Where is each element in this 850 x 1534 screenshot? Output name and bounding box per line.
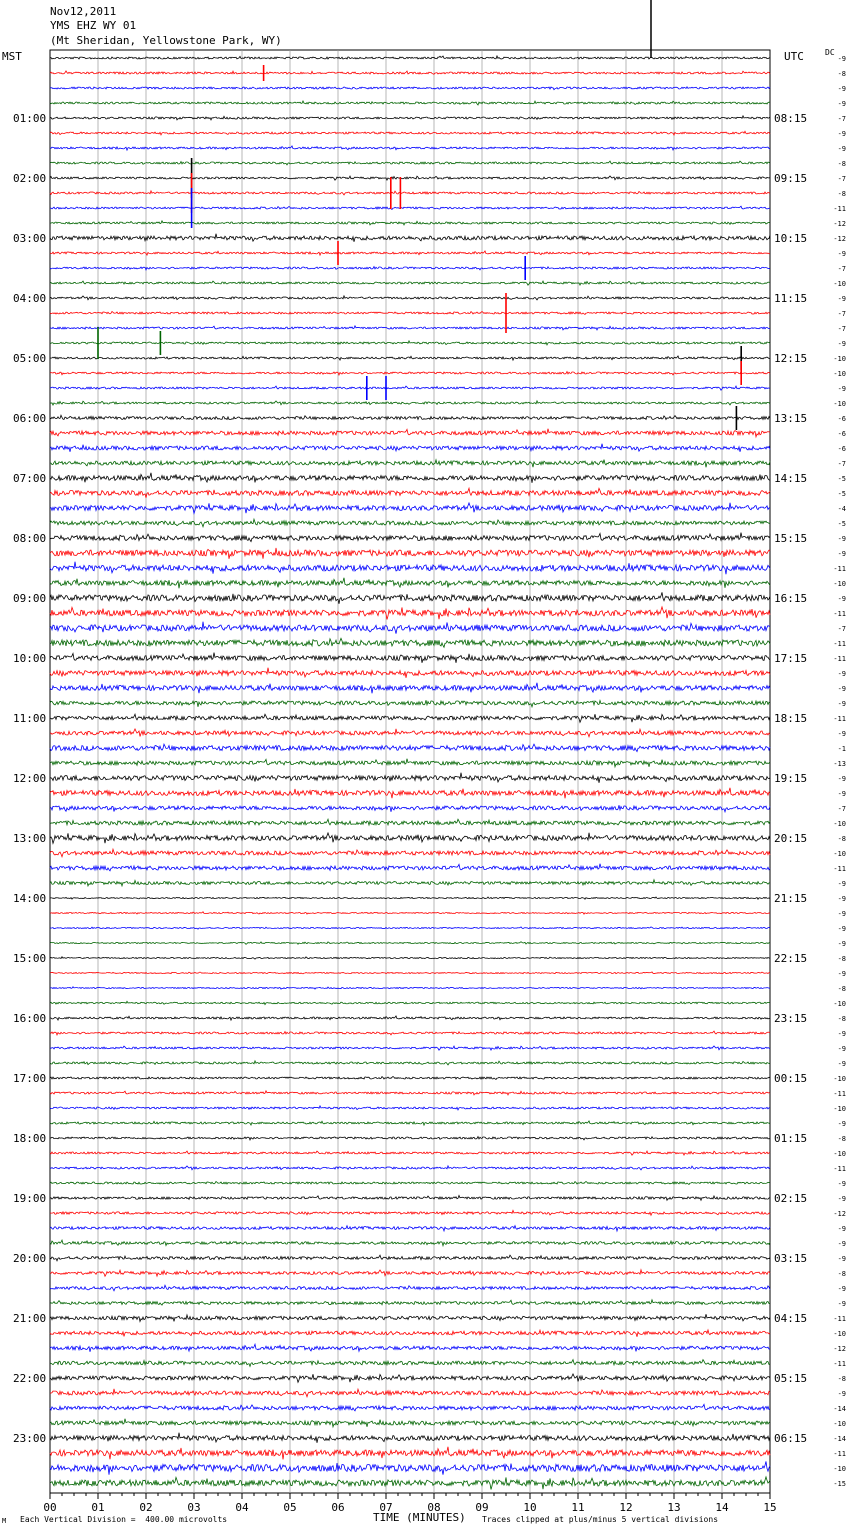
left-time-label: 16:00 [13,1012,47,1025]
trace-line [50,819,770,825]
dc-offset-label: -11 [833,1090,846,1098]
trace-line [50,1419,770,1427]
dc-offset-label: -5 [837,490,846,498]
dc-offset-label: -10 [833,850,846,858]
right-time-label: 11:15 [774,292,808,305]
dc-offset-label: -10 [833,1105,846,1113]
dc-offset-label: -9 [837,1225,846,1233]
x-tick-label: 07 [379,1501,393,1514]
dc-offset-label: -7 [837,805,846,813]
dc-offset-label: -9 [837,910,846,918]
dc-offset-label: -10 [833,1075,846,1083]
trace-line [50,191,770,195]
trace-line [50,607,770,620]
trace-line [50,1300,770,1305]
left-time-label: 20:00 [13,1252,47,1265]
dc-offset-label: -8 [837,160,846,168]
trace-line [50,927,770,929]
trace-line [50,562,770,575]
title-date: Nov12,2011 [50,5,117,18]
left-time-label: 21:00 [13,1312,47,1325]
dc-offset-label: -11 [833,865,846,873]
trace-line [50,101,770,105]
dc-offset-label: -9 [837,775,846,783]
left-axis-title: MST [2,50,22,63]
x-tick-label: 04 [235,1501,249,1514]
x-tick-label: 11 [571,1501,585,1514]
trace-line [50,1360,770,1367]
trace-line [50,714,770,722]
dc-offset-label: -9 [837,595,846,603]
dc-offset-label: -10 [833,1465,846,1473]
trace-line [50,1255,770,1261]
left-time-label: 22:00 [13,1372,47,1385]
trace-line [50,56,770,59]
trace-line [50,897,770,899]
title-location: (Mt Sheridan, Yellowstone Park, WY) [50,34,282,47]
x-tick-label: 06 [331,1501,345,1514]
right-time-label: 02:15 [774,1192,808,1205]
trace-line [50,1151,770,1155]
trace-line [50,296,770,300]
dc-offset-label: -11 [833,1165,846,1173]
left-time-label: 07:00 [13,472,47,485]
left-time-label: 08:00 [13,532,47,545]
dc-offset-label: -11 [833,715,846,723]
trace-line [50,744,770,751]
left-time-label: 11:00 [13,712,47,725]
dc-offset-label: -12 [833,220,846,228]
trace-line [50,1447,770,1460]
left-time-label: 04:00 [13,292,47,305]
left-time-label: 05:00 [13,352,47,365]
trace-line [50,1226,770,1231]
right-time-label: 13:15 [774,412,808,425]
trace-line [50,805,770,812]
x-axis-label: TIME (MINUTES) [373,1511,466,1524]
dc-offset-label: -14 [833,1405,846,1413]
x-tick-label: 15 [763,1501,777,1514]
trace-line [50,1404,770,1410]
right-time-label: 20:15 [774,832,808,845]
trace-line [50,176,770,180]
trace-line [50,1285,770,1291]
trace-line [50,653,770,663]
trace-line [50,1137,770,1140]
right-time-label: 01:15 [774,1132,808,1145]
dc-offset-label: -9 [837,970,846,978]
dc-offset-label: -9 [837,1240,846,1248]
trace-line [50,759,770,767]
trace-line [50,281,770,285]
trace-line [50,1121,770,1125]
dc-offset-label: -6 [837,415,846,423]
trace-line [50,503,770,514]
trace-line [50,356,770,360]
trace-line [50,578,770,589]
trace-line [50,341,770,345]
dc-offset-label: -9 [837,145,846,153]
dc-offset-label: -7 [837,625,846,633]
dc-offset-label: -9 [837,85,846,93]
trace-line [50,1016,770,1020]
dc-offset-label: -10 [833,1420,846,1428]
trace-line [50,668,770,678]
dc-offset-label: -9 [837,535,846,543]
trace-line [50,1240,770,1246]
dc-offset-label: -10 [833,1000,846,1008]
right-time-label: 09:15 [774,172,808,185]
trace-line [50,1477,770,1490]
dc-offset-label: -8 [837,70,846,78]
left-time-label: 01:00 [13,112,47,125]
trace-line [50,1374,770,1382]
dc-offset-label: -11 [833,565,846,573]
dc-offset-label: -11 [833,205,846,213]
trace-line [50,849,770,857]
dc-offset-label: -8 [837,1270,846,1278]
dc-offset-label: -9 [837,1180,846,1188]
right-time-label: 00:15 [774,1072,808,1085]
right-time-label: 03:15 [774,1252,808,1265]
dc-offset-label: -9 [837,1045,846,1053]
trace-line [50,146,770,150]
trace-line [50,1061,770,1065]
title-station: YMS EHZ WY 01 [50,19,137,32]
dc-offset-label: -9 [837,1390,846,1398]
dc-offset-label: -8 [837,985,846,993]
trace-line [50,1031,770,1035]
dc-offset-label: -11 [833,640,846,648]
right-time-label: 06:15 [774,1432,808,1445]
right-time-label: 16:15 [774,592,808,605]
plot-frame [50,50,770,1493]
right-time-label: 14:15 [774,472,808,485]
dc-offset-label: -12 [833,1345,846,1353]
right-time-label: 08:15 [774,112,808,125]
right-time-label: 22:15 [774,952,808,965]
dc-offset-label: -13 [833,760,846,768]
trace-line [50,429,770,437]
dc-offset-label: -9 [837,670,846,678]
dc-offset-label: -11 [833,1360,846,1368]
dc-offset-label: -10 [833,1150,846,1158]
trace-line [50,1461,770,1474]
right-time-label: 17:15 [774,652,808,665]
trace-line [50,1166,770,1170]
right-time-label: 21:15 [774,892,808,905]
trace-line [50,1314,770,1321]
dc-offset-label: -9 [837,295,846,303]
dc-offset-label: -9 [837,55,846,63]
x-tick-label: 08 [427,1501,441,1514]
dc-offset-label: -8 [837,835,846,843]
left-time-label: 18:00 [13,1132,47,1145]
trace-line [50,683,770,694]
trace-line [50,700,770,707]
dc-offset-label: -9 [837,1030,846,1038]
dc-offset-label: -9 [837,895,846,903]
trace-line [50,788,770,799]
corner-mark: M [2,1517,7,1525]
dc-offset-label: -6 [837,430,846,438]
dc-offset-label: -9 [837,1060,846,1068]
trace-line [50,957,770,959]
trace-line [50,460,770,468]
trace-line [50,1181,770,1184]
dc-offset-label: -9 [837,100,846,108]
trace-line [50,372,770,375]
trace-line [50,161,770,165]
dc-offset-label: -1 [837,745,846,753]
clip-note: Traces clipped at plus/minus 5 vertical divisions [482,1515,719,1524]
right-time-label: 18:15 [774,712,808,725]
x-tick-label: 00 [43,1501,57,1514]
dc-offset-label: -12 [833,1210,846,1218]
left-time-label: 06:00 [13,412,47,425]
trace-line [50,972,770,974]
dc-offset-label: -8 [837,1135,846,1143]
right-time-label: 23:15 [774,1012,808,1025]
dc-offset-label: -5 [837,475,846,483]
dc-offset-label: -9 [837,1195,846,1203]
trace-line [50,116,770,120]
trace-line [50,71,770,74]
dc-offset-label: -9 [837,880,846,888]
trace-line [50,519,770,527]
dc-offset-label: -9 [837,550,846,558]
left-time-label: 03:00 [13,232,47,245]
trace-line [50,386,770,390]
dc-offset-label: -8 [837,955,846,963]
dc-offset-label: -11 [833,1450,846,1458]
dc-offset-label: -9 [837,940,846,948]
trace-line [50,912,770,914]
trace-line [50,1210,770,1215]
dc-offset-label: -9 [837,925,846,933]
dc-offset-label: -7 [837,460,846,468]
right-time-label: 10:15 [774,232,808,245]
dc-offset-label: -11 [833,610,846,618]
trace-line [50,833,770,844]
right-time-label: 15:15 [774,532,808,545]
x-tick-label: 13 [667,1501,681,1514]
dc-offset-label: -10 [833,580,846,588]
trace-line [50,473,770,483]
trace-line [50,1001,770,1004]
left-time-label: 23:00 [13,1432,47,1445]
scale-note: Each Vertical Division = 400.00 microvolts [20,1515,228,1524]
trace-line [50,1076,770,1079]
trace-line [50,1270,770,1276]
dc-offset-label: -9 [837,1255,846,1263]
trace-line [50,131,770,135]
x-tick-label: 05 [283,1501,297,1514]
trace-line [50,987,770,989]
dc-offset-label: -11 [833,1315,846,1323]
x-tick-label: 02 [139,1501,153,1514]
x-tick-label: 10 [523,1501,537,1514]
left-time-label: 09:00 [13,592,47,605]
left-time-label: 02:00 [13,172,47,185]
trace-line [50,1195,770,1200]
trace-line [50,401,770,405]
dc-offset-label: -4 [837,505,846,513]
dc-offset-label: -11 [833,655,846,663]
trace-line [50,622,770,634]
trace-line [50,1091,770,1095]
trace-line [50,533,770,542]
dc-offset-label: -9 [837,250,846,258]
trace-line [50,221,770,225]
dc-offset-label: -9 [837,685,846,693]
trace-line [50,548,770,559]
trace-line [50,87,770,90]
trace-line [50,1330,770,1337]
dc-offset-label: -15 [833,1480,846,1488]
left-time-label: 10:00 [13,652,47,665]
dc-offset-label: -6 [837,445,846,453]
dc-offset-label: -8 [837,1375,846,1383]
trace-line [50,592,770,603]
dc-offset-label: -9 [837,1120,846,1128]
dc-offset-label: -7 [837,175,846,183]
dc-offset-label: -9 [837,130,846,138]
right-time-label: 19:15 [774,772,808,785]
trace-line [50,251,770,255]
dc-offset-label: -9 [837,385,846,393]
trace-line [50,326,770,330]
dc-offset-label: -10 [833,280,846,288]
left-time-label: 17:00 [13,1072,47,1085]
dc-offset-label: -9 [837,1300,846,1308]
dc-offset-label: -10 [833,370,846,378]
dc-offset-label: -10 [833,355,846,363]
left-time-label: 15:00 [13,952,47,965]
trace-line [50,1046,770,1050]
dc-offset-label: -9 [837,340,846,348]
dc-offset-label: -7 [837,325,846,333]
right-time-label: 12:15 [774,352,808,365]
x-tick-label: 03 [187,1501,201,1514]
right-axis-title: UTC [784,50,804,63]
right-time-label: 04:15 [774,1312,808,1325]
trace-line [50,1433,770,1443]
dc-offset-label: -7 [837,115,846,123]
dc-offset-label: -9 [837,1285,846,1293]
trace-line [50,880,770,886]
dc-offset-label: -9 [837,700,846,708]
trace-line [50,729,770,737]
x-tick-label: 01 [91,1501,105,1514]
dc-offset-label: -5 [837,520,846,528]
trace-line [50,234,770,242]
x-tick-label: 09 [475,1501,489,1514]
trace-line [50,1344,770,1352]
x-tick-label: 12 [619,1501,633,1514]
trace-line [50,206,770,209]
dc-offset-label: -8 [837,1015,846,1023]
left-time-label: 13:00 [13,832,47,845]
dc-offset-label: -10 [833,1330,846,1338]
trace-line [50,488,770,497]
trace-line [50,415,770,419]
dc-offset-label: -9 [837,790,846,798]
trace-line [50,1106,770,1110]
trace-line [50,773,770,783]
dc-offset-label: -12 [833,235,846,243]
dc-offset-label: -7 [837,310,846,318]
dc-offset-label: -8 [837,190,846,198]
trace-line [50,444,770,452]
right-time-label: 05:15 [774,1372,808,1385]
dc-offset-label: -7 [837,265,846,273]
trace-line [50,1389,770,1397]
trace-line [50,311,770,314]
left-time-label: 19:00 [13,1192,47,1205]
dc-offset-label: -9 [837,730,846,738]
dc-offset-label: -14 [833,1435,846,1443]
dc-offset-label: -10 [833,400,846,408]
trace-line [50,864,770,871]
left-time-label: 12:00 [13,772,47,785]
x-tick-label: 14 [715,1501,729,1514]
trace-line [50,942,770,945]
dc-offset-label: -10 [833,820,846,828]
dc-label: DC [825,48,835,57]
left-time-label: 14:00 [13,892,47,905]
trace-line [50,267,770,270]
trace-line [50,638,770,647]
